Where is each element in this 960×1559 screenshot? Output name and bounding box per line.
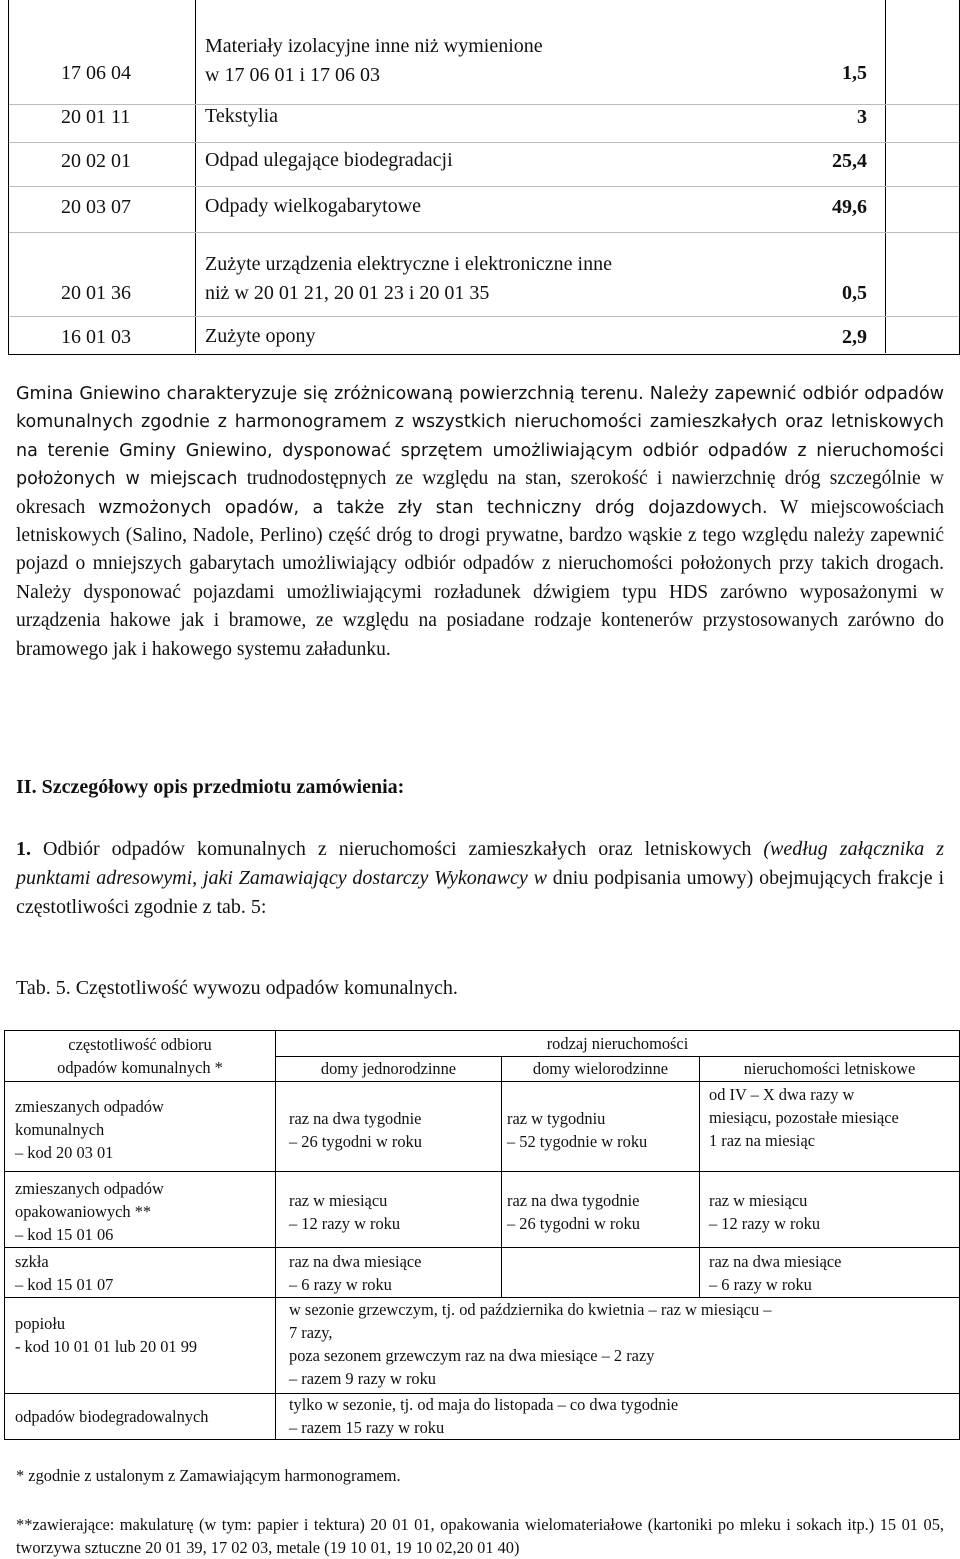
waste-code: 20 03 07 [61,196,131,218]
row-label-glass: szkła – kod 15 01 07 [15,1252,114,1294]
section-heading: II. Szczegółowy opis przedmiotu zamówienia: [16,776,405,798]
waste-code: 17 06 04 [61,62,131,84]
waste-code: 16 01 03 [61,326,131,348]
header-holiday: nieruchomości letniskowe [743,1059,916,1078]
waste-name: Zużyte urządzenia elektryczne i elektroniczne inne niż w 20 01 21, 20 01 23 i 20 01 35 [205,253,612,304]
waste-name: Tekstylia [205,105,279,127]
waste-value: 1,5 [842,62,867,84]
table-row [9,104,959,144]
cell-holiday: od IV – X dwa razy w miesiącu, pozostałe miesiące 1 raz na miesiąc [709,1085,899,1150]
waste-value: 2,9 [842,326,867,348]
cell-single-family: raz na dwa tygodnie – 26 tygodni w roku [289,1109,422,1151]
cell-multi-family: raz na dwa tygodnie – 26 tygodni w roku [507,1191,640,1233]
waste-value: 25,4 [832,150,867,172]
table-row [9,250,959,314]
header-property-type: rodzaj nieruchomości [546,1034,689,1053]
waste-code: 20 01 36 [61,282,131,304]
cell-single-family: raz na dwa miesiące – 6 razy w roku [289,1252,422,1294]
frequency-table [4,1030,960,1440]
cell-multi-family: raz w tygodniu – 52 tygodnie w roku [507,1109,648,1151]
header-single-family: domy jednorodzinne [320,1059,457,1078]
cell-holiday: raz na dwa miesiące – 6 razy w roku [709,1252,842,1294]
waste-name: Odpady wielkogabarytowe [205,195,422,217]
cell-ash-span: w sezonie grzewczym, tj. od października do kwietnia – raz w miesiącu – 7 razy, poza sezonem grzewczym raz na dwa miesiące – 2 razy – razem 9 razy w roku [289,1300,772,1388]
waste-code: 20 02 01 [61,150,131,172]
table-row [9,148,959,188]
cell-single-family: raz w miesiącu – 12 razy w roku [289,1191,401,1233]
row-label-mixed-municipal: zmieszanych odpadów komunalnych – kod 20 03 01 [15,1097,164,1162]
table-row [9,28,959,100]
waste-name: Odpad ulegające biodegradacji [205,149,453,171]
waste-value: 3 [857,106,867,128]
table-caption: Tab. 5. Częstotliwość wywozu odpadów komunalnych. [16,977,458,999]
waste-table [8,0,960,355]
intro-paragraph: Gmina Gniewino charakteryzuje się zróżnicowaną powierzchnią terenu. Należy zapewnić odbiór odpadów komunalnych zgodnie z harmonogramem z wszystkich nieruchomości zamieszkałych oraz letniskowych na terenie Gminy Gniewino, dysponować sprzętem umożliwiającym odbiór odpadów z nieruchomości położonych w miejscach trudnodostępnych ze względu na stan, szerokość i nawierzchnię dróg szczególnie w okresach wzmożonych opadów, a także zły stan techniczny dróg dojazdowych. W miejscowościach letniskowych (Salino, Nadole, Perlino) część dróg to drogi prywatne, bardzo wąskie z tego względu należy zapewnić pojazd o mniejszych gabarytach umożliwiający odbiór odpadów z nieruchomości położonych przy takich drogach. Należy dysponować pojazdami umożliwiającymi rozładunek dźwigiem typu HDS zarówno wyposażonymi w urządzenia hakowe jak i bramowe, ze względu na posiadane rodzaje kontenerów przystosowanych zarówno do bramowego jak i hakowego systemu załadunku. [16,384,945,660]
table-row [9,324,959,354]
waste-value: 49,6 [832,196,867,218]
row-label-biodegradable: odpadów biodegradowalnych [15,1407,209,1426]
footnote-1: * zgodnie z ustalonym z Zamawiającym harmonogramem. [16,1466,401,1485]
header-frequency: częstotliwość odbioru odpadów komunalnych * [57,1035,223,1077]
footnote-2: **zawierające: makulaturę (w tym: papier i tektura) 20 01 01, opakowania wielomateriałowe (kartoniki po mleku i sokach itp.) 15 01 05, tworzywa sztuczne 20 01 39, 17 02 03, metale (19 10 01, 19 10 02,20 01 40) [16,1515,944,1557]
waste-name: Materiały izolacyjne inne niż wymienione w 17 06 01 i 17 06 03 [205,35,543,86]
item-1-paragraph: 1. Odbiór odpadów komunalnych z nieruchomości zamieszkałych oraz letniskowych (według załącznika z punktami adresowymi, jaki Zamawiający dostarczy Wykonawcy w dniu podpisania umowy) obejmujących frakcje i częstotliwości zgodnie z tab. 5: [16,838,945,918]
header-multi-family: domy wielorodzinne [532,1059,669,1078]
row-label-packaging: zmieszanych odpadów opakowaniowych ** – kod 15 01 06 [15,1179,164,1244]
cell-bio-span: tylko w sezonie, tj. od maja do listopada – co dwa tygodnie – razem 15 razy w roku [289,1395,679,1437]
waste-value: 0,5 [842,282,867,304]
cell-holiday: raz w miesiącu – 12 razy w roku [709,1191,821,1233]
row-label-ash: popiołu - kod 10 01 01 lub 20 01 99 [15,1314,198,1356]
waste-code: 20 01 11 [61,106,131,128]
table-row [9,194,959,234]
waste-name: Zużyte opony [205,325,316,347]
